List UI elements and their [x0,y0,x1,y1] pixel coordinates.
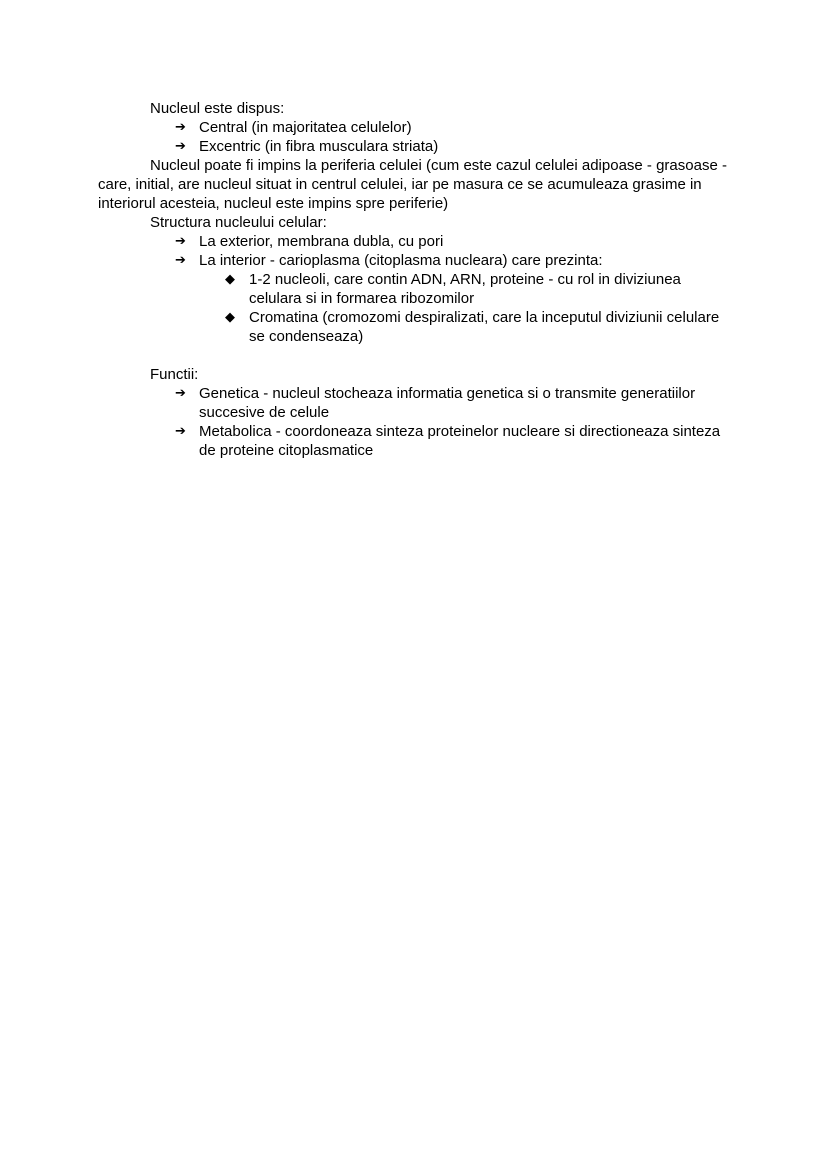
list-item-text: Central (in majoritatea celulelor) [199,119,412,136]
arrow-bullet-icon: ➔ [175,424,186,439]
arrow-bullet-icon: ➔ [175,234,186,249]
list-item-text: Cromatina (cromozomi despiralizati, care la inceputul diviziunii celulare se condenseaza) [249,309,720,345]
list-item [98,422,732,460]
blank-line [98,346,732,365]
sub-list-item [98,270,732,308]
list-item [98,118,732,137]
list-item-text: Metabolica - coordoneaza sinteza proteinelor nucleare si directioneaza sinteza de proteine citoplasmatice [199,423,721,459]
list-item-text: 1-2 nucleoli, care contin ADN, ARN, proteine - cu rol in diviziunea celulara si in formarea ribozomilor [249,271,681,307]
paragraph-structura: Structura nucleului celular: [150,214,327,231]
arrow-bullet-icon: ➔ [175,139,186,154]
list-item-text: La exterior, membrana dubla, cu pori [199,233,444,250]
sub-list-item [98,308,732,346]
list-item [98,232,732,251]
list-item [98,384,732,422]
paragraph-nucleul-impins: Nucleul poate fi impins la periferia celulei (cum este cazul celulei adipoase - grasoase - care, initial, are nucleul situat in centrul celulei, iar pe masura ce se acumuleaza grasime in interiorul acesteia, nucleul este impins spre periferie) [98,157,727,212]
list-item [98,137,732,156]
arrow-bullet-icon: ➔ [175,253,186,268]
list-item-text: La interior - carioplasma (citoplasma nucleara) care prezinta: [199,252,603,269]
arrow-bullet-icon: ➔ [175,386,186,401]
list-item-text: Excentric (in fibra musculara striata) [199,138,439,155]
paragraph-functii: Functii: [150,366,199,383]
arrow-bullet-icon: ➔ [175,120,186,135]
paragraph-nucleul-dispus: Nucleul este dispus: [150,100,285,117]
diamond-bullet-icon: ◆ [225,310,235,325]
diamond-bullet-icon: ◆ [225,272,235,287]
list-item [98,251,732,270]
list-item-text: Genetica - nucleul stocheaza informatia genetica si o transmite generatiilor succesive de celule [199,385,696,421]
